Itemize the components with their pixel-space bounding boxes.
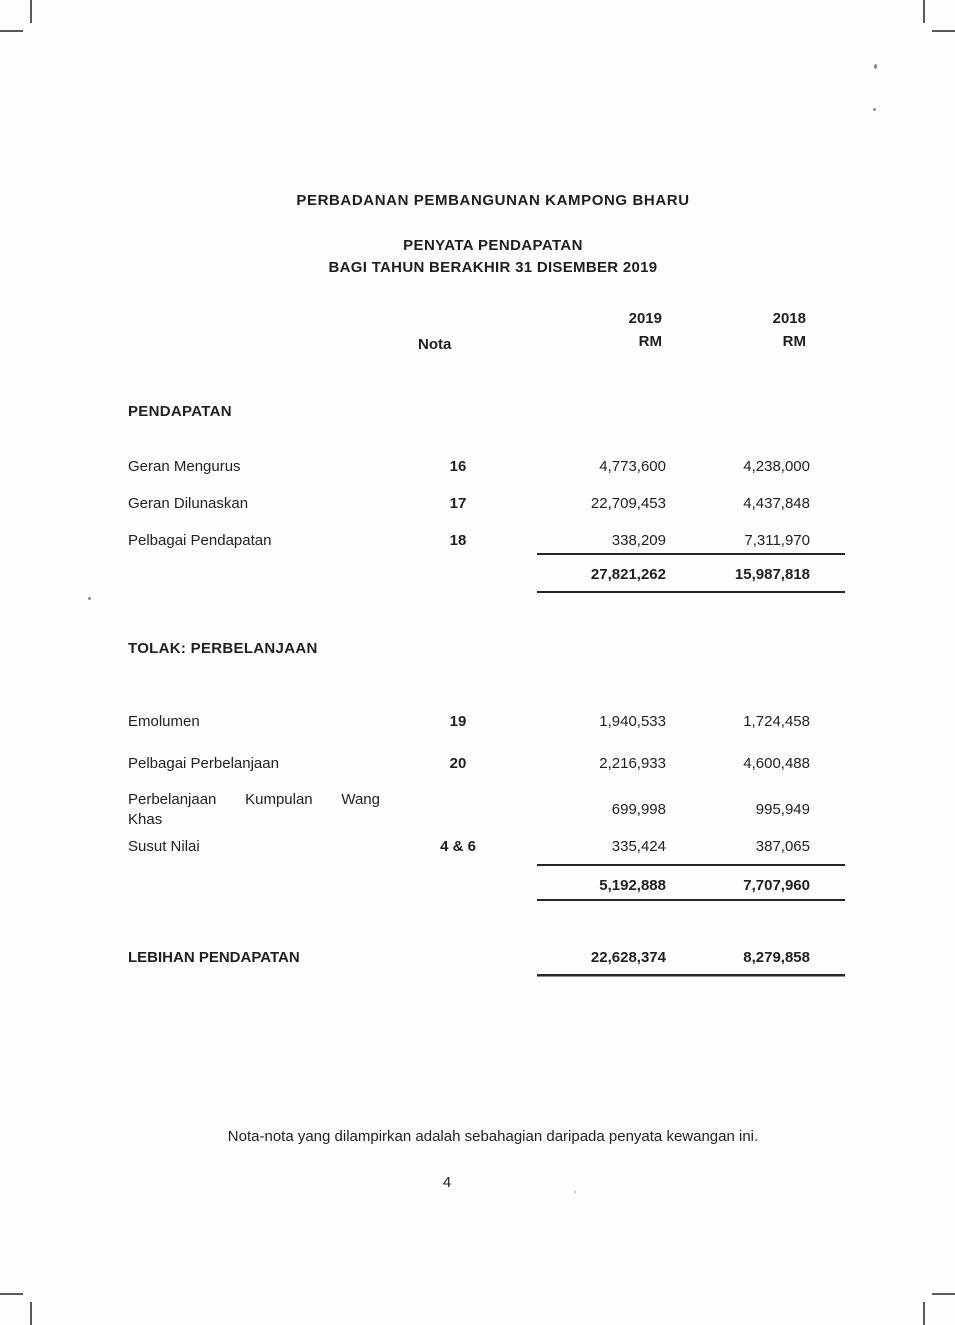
table-row-lebihan-pendapatan — [0, 948, 955, 968]
row-value-2018: 4,437,848 — [743, 495, 810, 512]
crop-mark-bottom-right-vertical — [923, 1302, 925, 1325]
result-value-2019: 22,628,374 — [590, 949, 666, 966]
column-header-rm-2018: RM — [782, 333, 806, 350]
section-heading-pendapatan: PENDAPATAN — [128, 403, 232, 420]
table-row-pelbagai-perbelanjaan — [0, 754, 955, 774]
row-value-2019: 338,209 — [611, 532, 666, 549]
row-value-2019: 2,216,933 — [599, 755, 666, 772]
table-row-geran-mengurus — [0, 457, 955, 477]
row-nota: 16 — [449, 458, 467, 475]
total-value-2018: 15,987,818 — [734, 566, 810, 583]
organization-name: PERBADANAN PEMBANGUNAN KAMPONG BHARU — [296, 192, 690, 209]
table-row-total-pendapatan — [0, 565, 955, 585]
column-header-2018: 2018 — [772, 310, 806, 327]
row-value-2019: 22,709,453 — [590, 495, 666, 512]
column-header-rm-2019: RM — [638, 333, 662, 350]
crop-mark-top-left-horizontal — [0, 30, 23, 32]
column-header-nota: Nota — [418, 336, 452, 353]
statement-period: BAGI TAHUN BERAKHIR 31 DISEMBER 2019 — [328, 259, 658, 276]
row-label: Geran Dilunaskan — [128, 495, 249, 512]
scan-speck — [873, 108, 876, 111]
row-label: Geran Mengurus — [128, 458, 241, 475]
table-row-pelbagai-pendapatan — [0, 531, 955, 551]
subtotal-rule-bottom — [537, 899, 845, 901]
row-value-2019: 1,940,533 — [599, 713, 666, 730]
crop-mark-top-right-vertical — [923, 0, 925, 23]
crop-mark-bottom-left-horizontal — [0, 1293, 23, 1295]
row-nota: 4 & 6 — [440, 838, 476, 855]
row-value-2018: 387,065 — [755, 838, 810, 855]
row-value-2019: 699,998 — [611, 801, 666, 818]
row-value-2019: 335,424 — [611, 838, 666, 855]
total-value-2019: 5,192,888 — [599, 877, 666, 894]
row-value-2018: 4,600,488 — [743, 755, 810, 772]
row-value-2019: 4,773,600 — [599, 458, 666, 475]
subtotal-rule-top — [537, 864, 845, 866]
footer-note: Nota-nota yang dilampirkan adalah sebahagian daripada penyata kewangan ini. — [227, 1128, 759, 1145]
row-label: Susut Nilai — [128, 838, 200, 855]
row-label: Pelbagai Perbelanjaan — [128, 755, 279, 772]
page-number: 4 — [442, 1174, 452, 1191]
row-nota: 17 — [449, 495, 467, 512]
row-label: Pelbagai Pendapatan — [128, 532, 272, 549]
row-nota: 19 — [449, 713, 467, 730]
statement-title: PENYATA PENDAPATAN — [403, 237, 583, 254]
table-row-perbelanjaan-kumpulan-wang-khas — [0, 790, 955, 828]
result-value-2018: 8,279,858 — [743, 949, 810, 966]
scan-speck — [874, 64, 877, 69]
section-heading-tolak-perbelanjaan: TOLAK: PERBELANJAAN — [128, 640, 318, 657]
subtotal-rule-top — [537, 553, 845, 555]
row-label: Perbelanjaan Kumpulan Wang Khas — [128, 791, 380, 828]
grand-total-rule — [537, 974, 845, 977]
row-value-2018: 7,311,970 — [744, 532, 810, 549]
crop-mark-bottom-right-horizontal — [932, 1293, 955, 1295]
table-row-geran-dilunaskan — [0, 494, 955, 514]
row-value-2018: 1,724,458 — [743, 713, 810, 730]
crop-mark-top-right-horizontal — [932, 30, 955, 32]
total-value-2018: 7,707,960 — [743, 877, 810, 894]
subtotal-rule-bottom — [537, 591, 845, 593]
row-label: Emolumen — [128, 713, 200, 730]
scan-speck — [574, 1191, 576, 1193]
row-value-2018: 995,949 — [755, 801, 810, 818]
scan-speck — [88, 597, 91, 600]
table-row-susut-nilai — [0, 837, 955, 857]
row-nota: 20 — [449, 755, 467, 772]
table-row-total-perbelanjaan — [0, 876, 955, 896]
total-value-2019: 27,821,262 — [590, 566, 666, 583]
crop-mark-top-left-vertical — [30, 0, 32, 23]
result-label: LEBIHAN PENDAPATAN — [128, 949, 300, 966]
row-nota: 18 — [449, 532, 467, 549]
column-header-2019: 2019 — [628, 310, 662, 327]
table-row-emolumen — [0, 712, 955, 732]
row-value-2018: 4,238,000 — [743, 458, 810, 475]
crop-mark-bottom-left-vertical — [30, 1302, 32, 1325]
